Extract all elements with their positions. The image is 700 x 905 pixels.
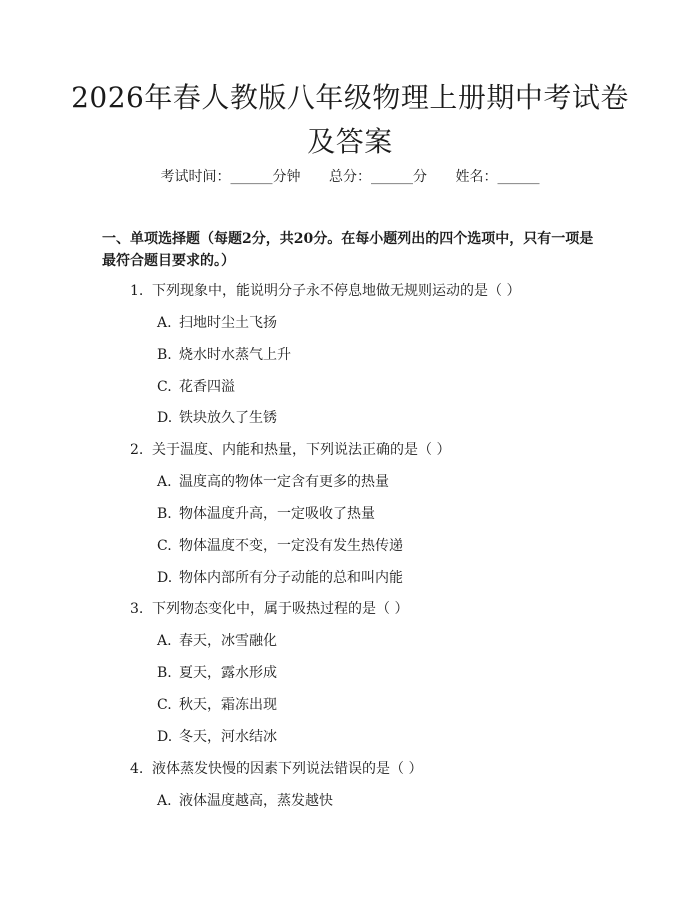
total-score-field: 总分：______分: [329, 169, 427, 185]
option-letter: A.: [157, 315, 172, 331]
option: [157, 312, 277, 334]
option-letter: A.: [157, 633, 172, 649]
question-stem: [130, 758, 422, 780]
option: [157, 503, 375, 525]
option: [157, 630, 277, 652]
option-text: 冬天，河水结冰: [179, 729, 277, 745]
option: [157, 567, 403, 589]
option-letter: D.: [157, 729, 173, 745]
student-name-field: 姓名：______: [455, 169, 540, 185]
option: [157, 344, 291, 366]
section-heading: 一、单项选择题（每题2分，共20分。在每小题列出的四个选项中，只有一项是最符合题目要求的。）: [102, 231, 594, 269]
option-text: 温度高的物体一定含有更多的热量: [179, 474, 389, 490]
option-text: 夏天，露水形成: [179, 665, 277, 681]
option: [157, 471, 389, 493]
option-letter: C.: [157, 697, 172, 713]
option-letter: A.: [157, 474, 172, 490]
option-letter: C.: [157, 379, 172, 395]
option: [157, 535, 403, 557]
exam-meta: [0, 166, 700, 188]
option-text: 物体温度升高，一定吸收了热量: [179, 506, 375, 522]
question-stem: [130, 280, 520, 302]
option-text: 物体温度不变，一定没有发生热传递: [179, 538, 403, 554]
option-text: 铁块放久了生锈: [179, 410, 277, 426]
question-text: 液体蒸发快慢的因素下列说法错误的是（ ）: [152, 761, 423, 777]
option-letter: B.: [157, 506, 172, 522]
option: [157, 726, 277, 748]
question-text: 下列物态变化中，属于吸热过程的是（ ）: [152, 601, 409, 617]
question-number: 2.: [130, 442, 144, 458]
option-text: 扫地时尘土飞扬: [179, 315, 277, 331]
option-text: 烧水时水蒸气上升: [179, 347, 291, 363]
question-stem: [130, 598, 408, 620]
option-letter: B.: [157, 347, 172, 363]
question-number: 4.: [130, 761, 144, 777]
option: [157, 694, 277, 716]
option-letter: B.: [157, 665, 172, 681]
option: [157, 790, 333, 812]
option-text: 物体内部所有分子动能的总和叫内能: [179, 570, 403, 586]
question-number: 1.: [130, 283, 144, 299]
option: [157, 407, 277, 429]
option-letter: D.: [157, 570, 173, 586]
option-letter: C.: [157, 538, 172, 554]
question-stem: [130, 439, 450, 461]
question-text: 下列现象中，能说明分子永不停息地做无规则运动的是（ ）: [152, 283, 521, 299]
option: [157, 376, 235, 398]
option: [157, 662, 277, 684]
option-text: 秋天，霜冻出现: [179, 697, 277, 713]
option-letter: D.: [157, 410, 173, 426]
option-text: 液体温度越高，蒸发越快: [179, 793, 333, 809]
exam-time-field: 考试时间：______分钟: [160, 169, 301, 185]
document-title: 2026年春人教版八年级物理上册期中考试卷及答案: [71, 81, 629, 158]
option-letter: A.: [157, 793, 172, 809]
question-text: 关于温度、内能和热量，下列说法正确的是（ ）: [152, 442, 451, 458]
question-number: 3.: [130, 601, 144, 617]
option-text: 春天，冰雪融化: [179, 633, 277, 649]
option-text: 花香四溢: [179, 379, 235, 395]
